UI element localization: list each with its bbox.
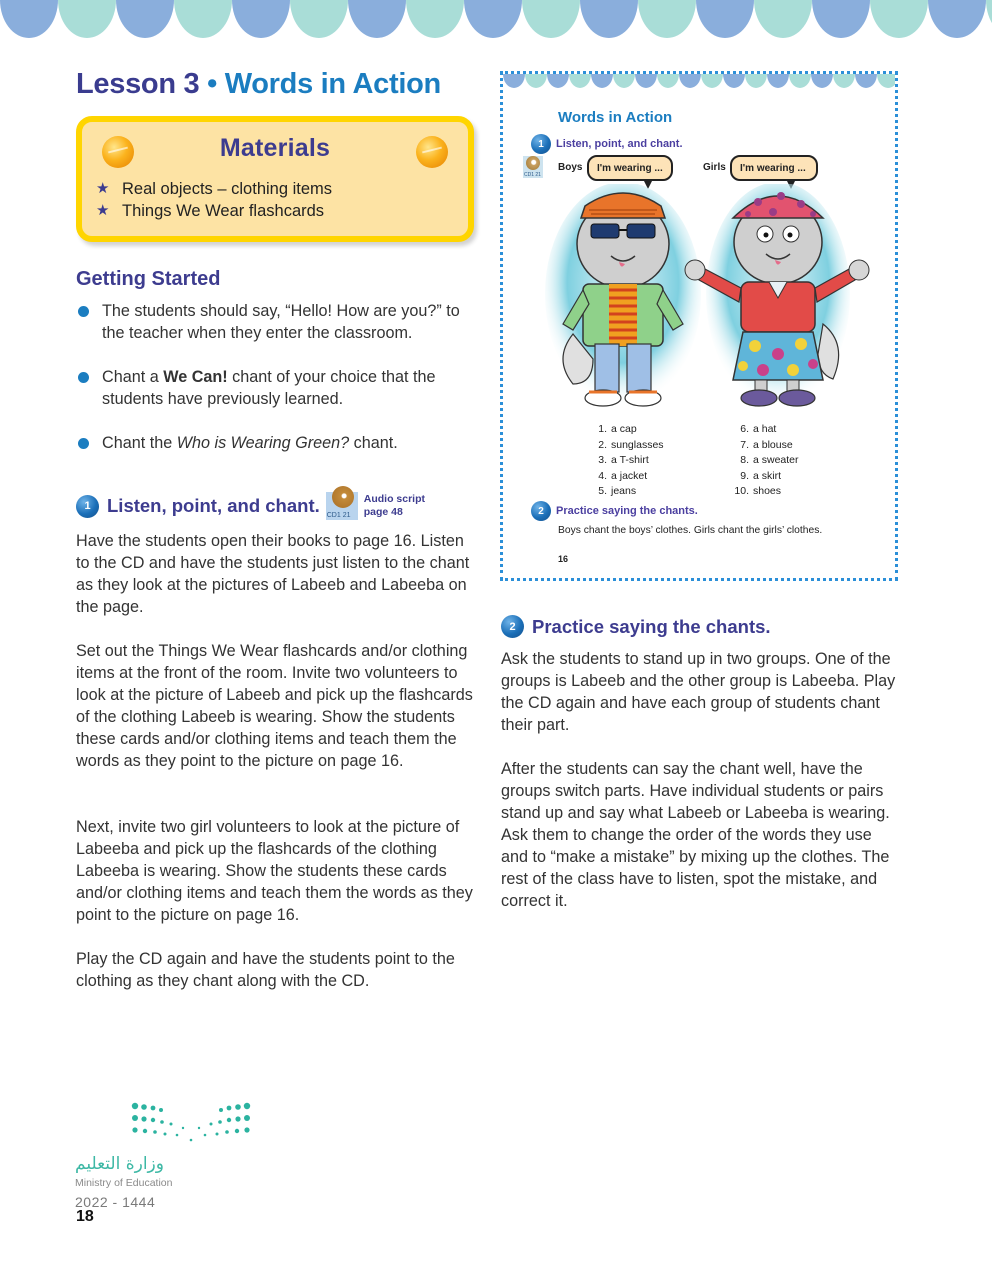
step1-title: Listen, point, and chant.: [107, 495, 320, 516]
bullet-text: Chant the: [102, 434, 177, 452]
book-page-number: 16: [558, 554, 569, 564]
boys-label: Boys: [558, 162, 583, 173]
vocab-item: 10. shoes: [734, 485, 782, 497]
ministry-dot-logo-icon: [131, 1102, 251, 1144]
scallop: [870, 0, 928, 38]
materials-box: [76, 116, 474, 242]
lesson-number: Lesson 3: [76, 68, 200, 100]
step2-paragraph: Ask the students to stand up in two groups. One of the groups is Labeeb and the other group is Labeeba. Play the CD again and have each group of students chant their part.: [501, 650, 896, 734]
vocab-item: 8. a sweater: [740, 454, 799, 466]
scallop: [464, 0, 522, 38]
scallop: [522, 0, 580, 38]
lesson-name: Words in Action: [224, 68, 441, 100]
book-step1-label: Listen, point, and chant.: [556, 138, 683, 150]
cd-icon: [326, 492, 358, 520]
scallop: [290, 0, 348, 38]
mini-scallop-border: [503, 74, 895, 88]
girls-label: Girls: [703, 162, 726, 173]
book-step2-label: Practice saying the chants.: [556, 505, 698, 517]
materials-item: [96, 200, 332, 222]
step-number-badge: 1: [531, 134, 551, 154]
step1-paragraph: Next, invite two girl volunteers to look at the picture of Labeeba and pick up the flashcards of the clothing Labeeba is wearing. Show the students these cards and/or clothing items and teach them the words as they point to the picture on page 16.: [76, 818, 473, 924]
materials-item: [96, 178, 332, 200]
scallop: [58, 0, 116, 38]
step-number-badge: 2: [531, 501, 551, 521]
scallop: [812, 0, 870, 38]
scallop: [986, 0, 992, 38]
girls-speech-bubble: I'm wearing ...: [730, 155, 818, 181]
bullet-bold-text: We Can!: [163, 368, 228, 386]
audio-ref-line1: Audio script: [363, 493, 426, 505]
materials-item-text: Things We Wear flashcards: [122, 202, 325, 220]
cd-disc-icon: [332, 486, 354, 508]
vocab-item: 9. a skirt: [740, 469, 782, 482]
edition-year: 2022 - 1444: [75, 1194, 156, 1210]
step2-heading: [501, 615, 771, 638]
star-icon: ★: [96, 202, 110, 219]
book-cd-icon: [523, 156, 543, 178]
ministry-arabic-name: وزارة التعليم: [75, 1154, 164, 1174]
bullet-item: [76, 366, 476, 410]
step1-paragraph: Play the CD again and have the students point to the clothing as they chant along with the CD.: [76, 950, 455, 990]
bullet-item: [76, 432, 476, 454]
step-number-badge: 2: [501, 615, 524, 638]
step1-paragraph: Set out the Things We Wear flashcards and/or clothing items at the front of the room. Invite two volunteers to look at the picture of Labeeb and pick up the flashcards of the clothing Labeeb is wearing. Show the students these cards and/or clothing items and teach them the words as they point to the picture on page 16.: [76, 642, 473, 770]
materials-list: [96, 178, 332, 222]
vocab-list-girls: [733, 422, 799, 500]
bullet-dot-icon: [78, 372, 89, 383]
vocab-item: 3. a T-shirt: [598, 454, 649, 466]
page-number: 18: [76, 1208, 94, 1225]
scallop: [348, 0, 406, 38]
scallop: [0, 0, 58, 38]
boys-speech-bubble: I'm wearing ...: [587, 155, 673, 181]
bullet-dot-icon: [78, 306, 89, 317]
ministry-english-name: Ministry of Education: [75, 1177, 173, 1189]
audio-ref-line2: page 48: [363, 506, 403, 518]
bullet-text: The students should say, “Hello! How are you?” to the teacher when they enter the classroom.: [102, 302, 460, 342]
scallop: [580, 0, 638, 38]
scallop: [116, 0, 174, 38]
vocab-item: 1. a cap: [598, 423, 637, 435]
top-scallop-border: [0, 0, 992, 40]
bullet-italic-text: Who is Wearing Green?: [176, 434, 350, 452]
step1-heading: [76, 492, 425, 520]
materials-item-text: Real objects – clothing items: [122, 180, 333, 198]
book-cd-label: CD1 21: [524, 172, 541, 178]
cd-track-label: CD1 21: [326, 512, 351, 519]
materials-title: Materials: [219, 134, 331, 162]
student-book-page-preview: [500, 71, 898, 581]
scallop: [696, 0, 754, 38]
scallop: [754, 0, 812, 38]
bullet-text: chant of your choice that the students have previously learned.: [102, 368, 436, 408]
step-number-badge: 1: [76, 495, 99, 518]
book-step2: [531, 501, 698, 521]
bullet-text: chant.: [349, 434, 398, 452]
scallop: [638, 0, 696, 38]
vocab-item: 4. a jacket: [598, 469, 648, 482]
book-title: Words in Action: [558, 109, 673, 126]
scallop: [232, 0, 290, 38]
getting-started-list: [76, 300, 476, 476]
step1-paragraph: Have the students open their books to page 16. Listen to the CD and have the students just listen to the chant as they look at the pictures of Labeeb and Labeeba on the page.: [76, 532, 470, 616]
labeeb-and-labeeba-illustration: [533, 184, 873, 414]
vocab-item: 2. sunglasses: [598, 438, 664, 451]
lesson-title: [76, 68, 441, 101]
vocab-list-boys: [591, 422, 664, 500]
bullet-dot-icon: [78, 438, 89, 449]
vocab-item: 5. jeans: [598, 485, 637, 497]
vocab-item: 7. a blouse: [740, 438, 793, 451]
orb-icon: [416, 136, 448, 168]
scallop: [406, 0, 464, 38]
scallop: [928, 0, 986, 38]
book-step1: [531, 134, 683, 154]
vocab-item: 6. a hat: [740, 423, 777, 435]
ministry-of-education-logo: [75, 1102, 275, 1210]
title-separator: •: [207, 68, 217, 100]
book-step2-text: Boys chant the boys’ clothes. Girls chant the girls’ clothes.: [558, 525, 823, 536]
getting-started-heading: Getting Started: [76, 268, 221, 290]
scallop: [174, 0, 232, 38]
bullet-item: [76, 300, 476, 344]
step2-title: Practice saying the chants.: [532, 615, 771, 637]
bullet-text: Chant a: [102, 368, 164, 386]
step2-paragraph: After the students can say the chant well, have the groups switch parts. Have individual students or pairs stand up and say what Labeeb or Labeeba is wearing. Ask them to change the order of the words they use and to “make a mistake” by mixing up the clothes. The rest of the class have to listen, spot the mistake, and correct it.: [501, 760, 890, 910]
audio-script-reference: [364, 493, 425, 519]
star-icon: ★: [96, 180, 110, 197]
